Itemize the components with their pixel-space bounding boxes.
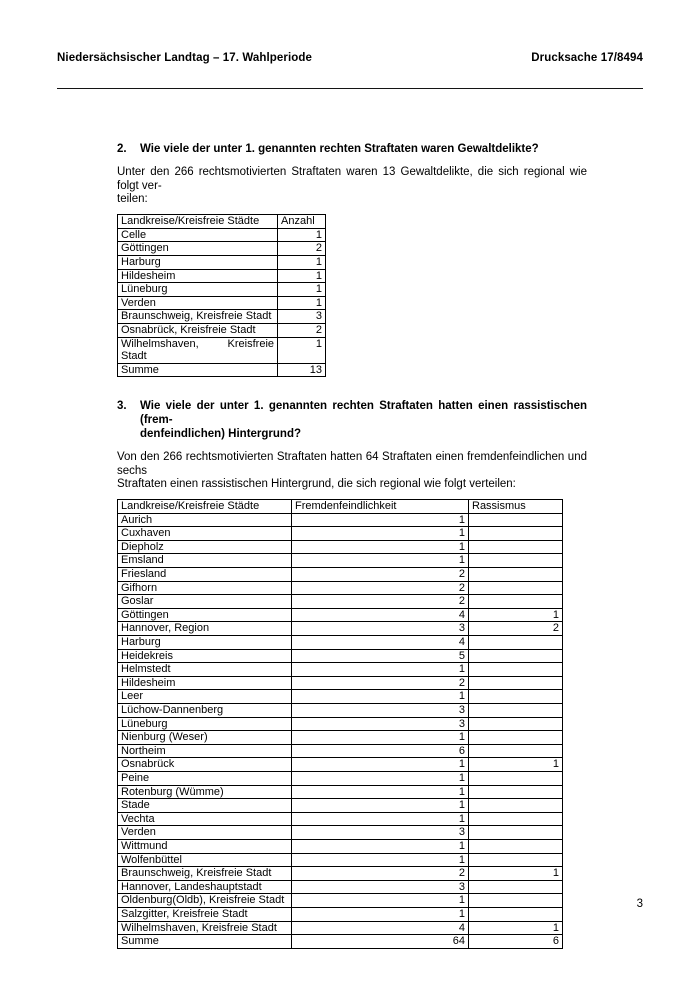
column-header: Landkreise/Kreisfreie Städte [118, 215, 278, 229]
row-value: 3 [278, 310, 326, 324]
header-right-docnumber: Drucksache 17/8494 [531, 52, 643, 64]
row-value [469, 771, 563, 785]
row-value: 1 [292, 839, 469, 853]
table-header-row [118, 215, 326, 229]
row-label: Osnabrück, Kreisfreie Stadt [118, 323, 278, 337]
row-value: 4 [292, 921, 469, 935]
table-row [118, 853, 563, 867]
row-value: 1 [278, 337, 326, 363]
row-value: 1 [469, 921, 563, 935]
table-row [118, 704, 563, 718]
table-rassismus-fremdenfeindlichkeit [117, 499, 563, 949]
row-value: 3 [292, 622, 469, 636]
row-value: 13 [278, 363, 326, 377]
text-line: Von den 266 rechtsmotivierten Straftaten hatten 64 Straftaten einen fremdenfeindlichen und sechs [117, 450, 587, 477]
row-label: Lüneburg [118, 717, 292, 731]
row-value [469, 595, 563, 609]
table-row [118, 337, 326, 363]
row-label: Peine [118, 771, 292, 785]
row-label: Hildesheim [118, 676, 292, 690]
text-line: Wie viele der unter 1. genannten rechten Straftaten waren Gewaltdelikte? [140, 143, 539, 155]
table-row [118, 921, 563, 935]
page-number: 3 [636, 898, 643, 910]
row-value: 1 [292, 527, 469, 541]
table-row [118, 608, 563, 622]
row-value: 3 [292, 826, 469, 840]
question-3-heading [117, 400, 587, 441]
row-value [469, 540, 563, 554]
table-row [118, 826, 563, 840]
row-value: 4 [292, 636, 469, 650]
row-value: 1 [292, 554, 469, 568]
question-3-number: 3. [117, 400, 127, 413]
row-value: 64 [292, 935, 469, 949]
row-label: Summe [118, 935, 292, 949]
row-value [469, 744, 563, 758]
table-row [118, 907, 563, 921]
row-value [469, 636, 563, 650]
row-label: Wilhelmshaven, Kreisfreie Stadt [118, 921, 292, 935]
table-row [118, 363, 326, 377]
row-label: Hannover, Landeshauptstadt [118, 880, 292, 894]
row-value [469, 554, 563, 568]
row-value: 1 [278, 283, 326, 297]
page-content [117, 143, 587, 949]
row-value: 1 [292, 785, 469, 799]
table-row [118, 636, 563, 650]
row-value [469, 649, 563, 663]
table-row [118, 867, 563, 881]
column-header: Landkreise/Kreisfreie Städte [118, 500, 292, 514]
table-row [118, 758, 563, 772]
table-row [118, 676, 563, 690]
column-header: Anzahl [278, 215, 326, 229]
row-value [469, 527, 563, 541]
row-value [469, 676, 563, 690]
row-label: Wilhelmshaven, Kreisfreie Stadt [118, 337, 278, 363]
row-value: 1 [292, 690, 469, 704]
row-label: Nienburg (Weser) [118, 731, 292, 745]
row-value: 2 [292, 568, 469, 582]
row-value: 1 [292, 663, 469, 677]
table-row [118, 554, 563, 568]
question-2-answer-paragraph [117, 166, 587, 207]
row-value [469, 568, 563, 582]
row-value: 1 [278, 228, 326, 242]
row-label: Harburg [118, 255, 278, 269]
row-value [469, 513, 563, 527]
table-row [118, 717, 563, 731]
row-label: Lüneburg [118, 283, 278, 297]
table-row [118, 540, 563, 554]
document-header [57, 52, 643, 64]
row-label: Hildesheim [118, 269, 278, 283]
row-value: 1 [292, 513, 469, 527]
table-row [118, 581, 563, 595]
row-value: 2 [292, 867, 469, 881]
row-label: Gifhorn [118, 581, 292, 595]
column-header: Fremdenfeindlichkeit [292, 500, 469, 514]
row-value: 1 [469, 608, 563, 622]
row-value [469, 704, 563, 718]
row-label: Braunschweig, Kreisfreie Stadt [118, 867, 292, 881]
table-row [118, 799, 563, 813]
text-line: denfeindlichen) Hintergrund? [140, 427, 301, 440]
row-value: 6 [292, 744, 469, 758]
row-value: 2 [292, 676, 469, 690]
text-line: Unter den 266 rechtsmotivierten Straftaten waren 13 Gewaltdelikte, die sich regional wie folgt ver- [117, 165, 587, 192]
table-row [118, 785, 563, 799]
row-value: 1 [292, 540, 469, 554]
question-3-answer-paragraph [117, 451, 587, 492]
question-2-text [140, 143, 587, 157]
row-label: Verden [118, 826, 292, 840]
row-label: Oldenburg(Oldb), Kreisfreie Stadt [118, 894, 292, 908]
question-3-text [140, 400, 587, 441]
row-label: Salzgitter, Kreisfreie Stadt [118, 907, 292, 921]
row-label: Friesland [118, 568, 292, 582]
row-label: Hannover, Region [118, 622, 292, 636]
row-value: 1 [469, 758, 563, 772]
row-value: 1 [292, 731, 469, 745]
row-label: Göttingen [118, 608, 292, 622]
table-gewaltdelikte [117, 214, 326, 377]
row-label: Emsland [118, 554, 292, 568]
row-label: Wittmund [118, 839, 292, 853]
row-label: Cuxhaven [118, 527, 292, 541]
row-value: 2 [292, 581, 469, 595]
table-row [118, 731, 563, 745]
row-value: 1 [292, 894, 469, 908]
question-2-heading [117, 143, 587, 157]
row-value [469, 731, 563, 745]
row-value: 1 [292, 799, 469, 813]
table-row [118, 839, 563, 853]
row-value [469, 853, 563, 867]
row-label: Celle [118, 228, 278, 242]
question-2-number: 2. [117, 143, 127, 155]
row-label: Leer [118, 690, 292, 704]
table-row [118, 771, 563, 785]
row-value [469, 880, 563, 894]
row-label: Lüchow-Dannenberg [118, 704, 292, 718]
column-header: Rassismus [469, 500, 563, 514]
table-row [118, 269, 326, 283]
table-row [118, 622, 563, 636]
row-value: 1 [278, 255, 326, 269]
table-row [118, 242, 326, 256]
row-label: Rotenburg (Wümme) [118, 785, 292, 799]
table-row [118, 296, 326, 310]
row-value: 1 [292, 907, 469, 921]
row-value [469, 894, 563, 908]
table-row [118, 568, 563, 582]
table-row [118, 595, 563, 609]
text-line: teilen: [117, 193, 148, 206]
row-value [469, 826, 563, 840]
row-value [469, 907, 563, 921]
table-row [118, 283, 326, 297]
table-row [118, 812, 563, 826]
row-value: 3 [292, 717, 469, 731]
row-label: Osnabrück [118, 758, 292, 772]
table-row [118, 894, 563, 908]
row-value [469, 812, 563, 826]
row-value: 1 [292, 771, 469, 785]
row-value: 1 [292, 758, 469, 772]
row-value [469, 785, 563, 799]
row-label: Summe [118, 363, 278, 377]
table-row [118, 880, 563, 894]
row-label: Heidekreis [118, 649, 292, 663]
row-value [469, 799, 563, 813]
header-left-title: Niedersächsischer Landtag – 17. Wahlperiode [57, 52, 313, 64]
table-row [118, 228, 326, 242]
row-label: Diepholz [118, 540, 292, 554]
row-value [469, 839, 563, 853]
row-value: 1 [278, 269, 326, 283]
row-value: 1 [469, 867, 563, 881]
table-row [118, 527, 563, 541]
row-label: Verden [118, 296, 278, 310]
table-row [118, 310, 326, 324]
row-label: Goslar [118, 595, 292, 609]
row-value [469, 717, 563, 731]
row-value: 4 [292, 608, 469, 622]
row-label: Braunschweig, Kreisfreie Stadt [118, 310, 278, 324]
row-value [469, 581, 563, 595]
row-label: Stade [118, 799, 292, 813]
row-label: Wolfenbüttel [118, 853, 292, 867]
table-row [118, 323, 326, 337]
text-line: Straftaten einen rassistischen Hintergrund, die sich regional wie folgt verteilen: [117, 478, 516, 491]
row-value: 6 [469, 935, 563, 949]
row-label: Göttingen [118, 242, 278, 256]
row-label: Northeim [118, 744, 292, 758]
table-row [118, 649, 563, 663]
table-row [118, 744, 563, 758]
row-value: 1 [292, 812, 469, 826]
row-value: 2 [292, 595, 469, 609]
row-value [469, 690, 563, 704]
table-row [118, 690, 563, 704]
row-label: Vechta [118, 812, 292, 826]
table-row [118, 935, 563, 949]
row-value: 1 [278, 296, 326, 310]
text-line: Wie viele der unter 1. genannten rechten Straftaten hatten einen rassistischen (frem- [140, 400, 587, 427]
row-value: 2 [469, 622, 563, 636]
row-value: 3 [292, 880, 469, 894]
header-rule [57, 88, 643, 89]
row-value: 3 [292, 704, 469, 718]
row-value: 2 [278, 242, 326, 256]
row-value [469, 663, 563, 677]
table-header-row [118, 500, 563, 514]
row-label: Aurich [118, 513, 292, 527]
row-value: 2 [278, 323, 326, 337]
row-value: 5 [292, 649, 469, 663]
table-row [118, 255, 326, 269]
row-value: 1 [292, 853, 469, 867]
table-row [118, 513, 563, 527]
row-label: Helmstedt [118, 663, 292, 677]
table-row [118, 663, 563, 677]
row-label: Harburg [118, 636, 292, 650]
